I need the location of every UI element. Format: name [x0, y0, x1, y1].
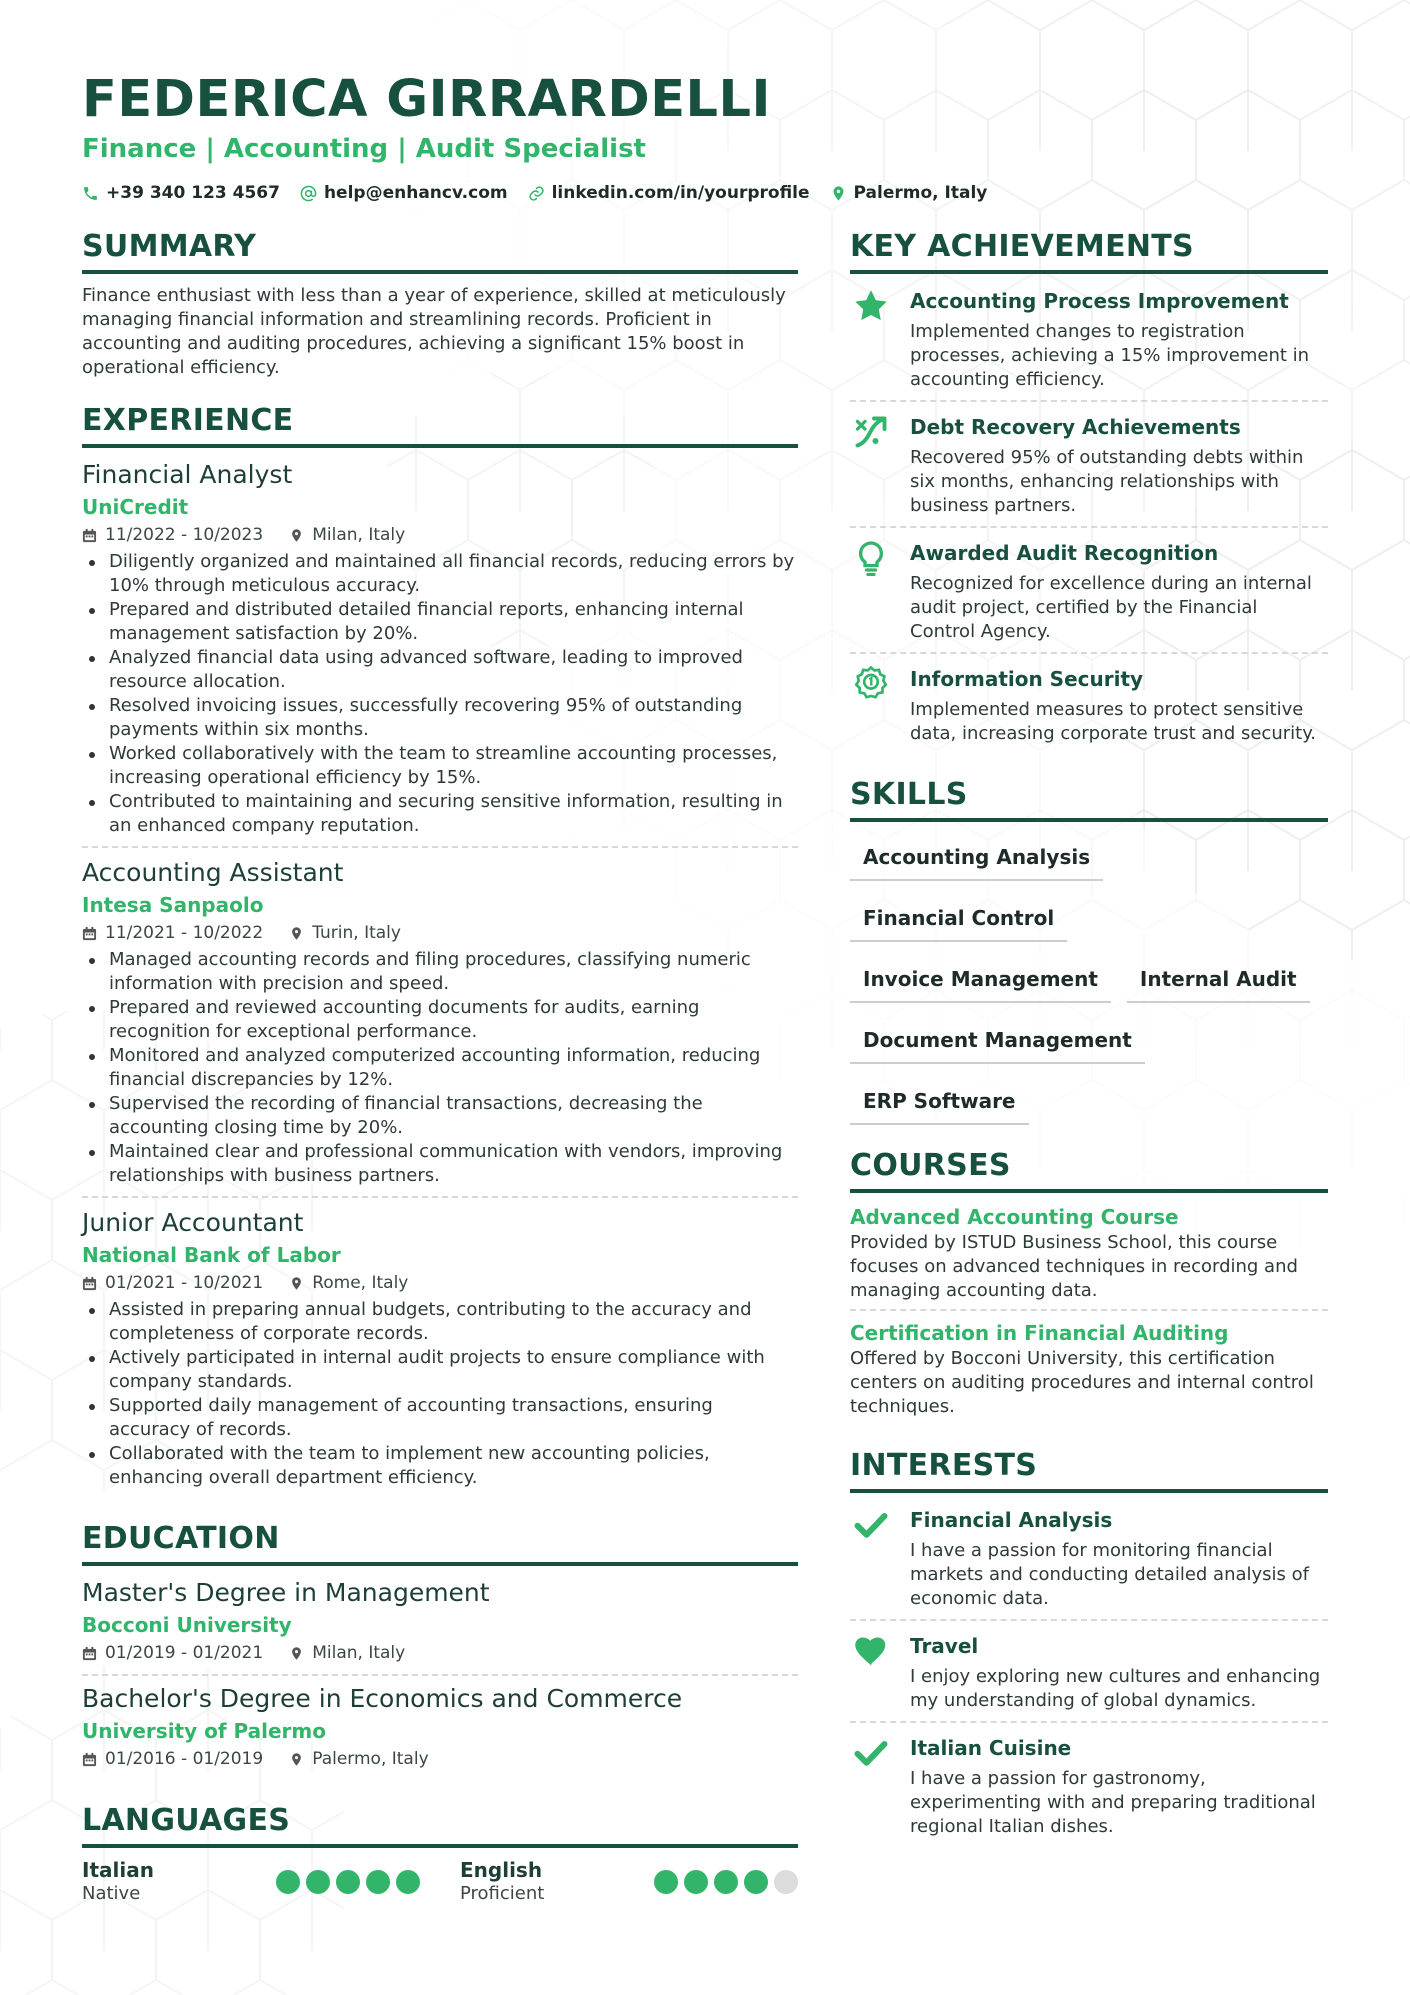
- link-icon: [528, 185, 545, 202]
- candidate-title: Finance | Accounting | Audit Specialist: [82, 134, 646, 164]
- contact-location: [830, 183, 988, 203]
- job-dates: [82, 522, 263, 548]
- map-pin-icon: [830, 185, 847, 202]
- job-location: [289, 920, 401, 946]
- language-name: English: [460, 1858, 543, 1882]
- skill-tag: ERP Software: [850, 1080, 1029, 1125]
- interests-heading: INTERESTS: [850, 1447, 1328, 1493]
- bullet-item: Prepared and distributed detailed financial reports, enhancing internal management satisfaction by 20%.: [82, 598, 798, 646]
- calendar-icon: [82, 528, 97, 543]
- checkmark-icon: [853, 1735, 889, 1771]
- achievement-item: [850, 284, 1328, 400]
- courses-section: [850, 1147, 1328, 1425]
- bullet-item: Maintained clear and professional communication with vendors, improving relationships with business partners.: [82, 1140, 798, 1188]
- job-dates: [82, 920, 263, 946]
- achievement-desc: Recognized for excellence during an internal audit project, certified by the Financial Control Agency.: [910, 573, 1312, 642]
- company-name: UniCredit: [82, 495, 189, 519]
- language-rating: [654, 1870, 798, 1894]
- school-name: University of Palermo: [82, 1719, 327, 1743]
- job-location-text: Turin, Italy: [312, 923, 401, 943]
- interest-title: Financial Analysis: [910, 1508, 1113, 1532]
- achievement-item: [850, 526, 1328, 652]
- company-name: Intesa Sanpaolo: [82, 893, 264, 917]
- education-meta: [82, 1640, 798, 1666]
- courses-heading: COURSES: [850, 1147, 1328, 1193]
- map-pin-icon: [289, 1276, 304, 1291]
- languages-heading: LANGUAGES: [82, 1802, 798, 1848]
- bullet-item: Supervised the recording of financial transactions, decreasing the accounting closing time by 20%.: [82, 1092, 798, 1140]
- skills-section: [850, 776, 1328, 1125]
- contact-bar: [82, 183, 987, 203]
- bullet-item: Prepared and reviewed accounting documents for audits, earning recognition for exceptional performance.: [82, 996, 798, 1044]
- experience-heading: EXPERIENCE: [82, 402, 798, 448]
- language-entry: [460, 1858, 798, 1906]
- job-meta: [82, 920, 798, 946]
- interest-item: [850, 1619, 1328, 1721]
- language-level: Proficient: [460, 1883, 545, 1904]
- phone-icon: [82, 185, 99, 202]
- bullet-item: Contributed to maintaining and securing sensitive information, resulting in an enhanced company reputation.: [82, 790, 798, 838]
- achievement-title: Information Security: [910, 667, 1144, 691]
- skills-heading: SKILLS: [850, 776, 1328, 822]
- achievement-title: Debt Recovery Achievements: [910, 415, 1241, 439]
- job-entry: [82, 846, 798, 1196]
- rating-dot-filled: [396, 1870, 420, 1894]
- achievement-desc: Implemented changes to registration processes, achieving a 15% improvement in accounting efficiency.: [910, 321, 1310, 390]
- bullet-item: Monitored and analyzed computerized accounting information, reducing financial discrepancies by 12%.: [82, 1044, 798, 1092]
- bullet-item: Actively participated in internal audit projects to ensure compliance with company standards.: [82, 1346, 798, 1394]
- course-item: [850, 1203, 1328, 1309]
- job-bullets: [82, 1298, 798, 1490]
- left-column: [82, 228, 798, 1928]
- rating-dot-filled: [744, 1870, 768, 1894]
- job-entry: [82, 458, 798, 846]
- bullet-item: Supported daily management of accounting transactions, ensuring accuracy of records.: [82, 1394, 798, 1442]
- bullet-item: Managed accounting records and filing procedures, classifying numeric information with precision and speed.: [82, 948, 798, 996]
- interest-item: [850, 1503, 1328, 1619]
- star-icon: [853, 288, 889, 324]
- interest-item: [850, 1721, 1328, 1847]
- rating-dot-filled: [684, 1870, 708, 1894]
- skill-tag: Accounting Analysis: [850, 836, 1103, 881]
- education-meta: [82, 1746, 798, 1772]
- interest-desc: I enjoy exploring new cultures and enhancing my understanding of global dynamics.: [910, 1666, 1321, 1711]
- bullet-item: Analyzed financial data using advanced software, leading to improved resource allocation.: [82, 646, 798, 694]
- degree-title: Bachelor's Degree in Economics and Commerce: [82, 1684, 683, 1713]
- rating-dot-filled: [276, 1870, 300, 1894]
- job-location: [289, 1270, 408, 1296]
- email-text: help@enhancv.com: [323, 183, 508, 203]
- summary-heading: SUMMARY: [82, 228, 798, 274]
- job-entry: [82, 1196, 798, 1498]
- calendar-icon: [82, 1752, 97, 1767]
- map-pin-icon: [289, 1646, 304, 1661]
- linkedin-text: linkedin.com/in/yourprofile: [551, 183, 810, 203]
- education-dates-text: 01/2016 - 01/2019: [105, 1749, 264, 1769]
- education-location-text: Milan, Italy: [312, 1643, 406, 1663]
- course-title: Advanced Accounting Course: [850, 1205, 1179, 1229]
- languages-list: [82, 1858, 798, 1906]
- company-name: National Bank of Labor: [82, 1243, 341, 1267]
- job-dates-text: 11/2022 - 10/2023: [105, 525, 264, 545]
- achievement-desc: Recovered 95% of outstanding debts within six months, enhancing relationships with business partners.: [910, 447, 1304, 516]
- bullet-item: Collaborated with the team to implement new accounting policies, enhancing overall department efficiency.: [82, 1442, 798, 1490]
- rating-dot-filled: [366, 1870, 390, 1894]
- map-pin-icon: [289, 1752, 304, 1767]
- phone-text: +39 340 123 4567: [106, 183, 280, 203]
- interest-title: Travel: [910, 1634, 979, 1658]
- at-sign-icon: [300, 185, 317, 202]
- summary-text: Finance enthusiast with less than a year of experience, skilled at meticulously managing financial information and streamlining records. Proficient in accounting and auditing procedures, achieving a significant 15% boost in operational efficiency.: [82, 285, 786, 378]
- rating-dot-empty: [774, 1870, 798, 1894]
- job-dates: [82, 1270, 263, 1296]
- bullet-item: Assisted in preparing annual budgets, contributing to the accuracy and completeness of corporate records.: [82, 1298, 798, 1346]
- summary-section: [82, 228, 798, 380]
- job-meta: [82, 522, 798, 548]
- rating-dot-filled: [306, 1870, 330, 1894]
- skill-tag: Internal Audit: [1127, 958, 1310, 1003]
- rating-dot-filled: [336, 1870, 360, 1894]
- language-name: Italian: [82, 1858, 154, 1882]
- language-level: Native: [82, 1883, 141, 1904]
- course-desc: Provided by ISTUD Business School, this course focuses on advanced techniques in recording and managing accounting data.: [850, 1232, 1298, 1301]
- rating-dot-filled: [654, 1870, 678, 1894]
- interest-title: Italian Cuisine: [910, 1736, 1072, 1760]
- education-location: [289, 1746, 428, 1772]
- skill-tag: Document Management: [850, 1019, 1145, 1064]
- job-meta: [82, 1270, 798, 1296]
- education-entry: [82, 1674, 798, 1780]
- lightbulb-icon: [853, 540, 889, 576]
- education-heading: EDUCATION: [82, 1520, 798, 1566]
- contact-linkedin[interactable]: [528, 183, 810, 203]
- contact-email[interactable]: [300, 183, 508, 203]
- interest-desc: I have a passion for gastronomy, experimenting with and preparing traditional regional Italian dishes.: [910, 1768, 1316, 1837]
- achievement-title: Accounting Process Improvement: [910, 289, 1289, 313]
- interest-desc: I have a passion for monitoring financial markets and conducting detailed analysis of economic data.: [910, 1540, 1309, 1609]
- job-dates-text: 11/2021 - 10/2022: [105, 923, 264, 943]
- skills-list: [850, 832, 1328, 1125]
- education-entry: [82, 1576, 798, 1674]
- candidate-name: FEDERICA GIRRARDELLI: [82, 70, 772, 129]
- job-bullets: [82, 550, 798, 838]
- achievement-item: [850, 400, 1328, 526]
- right-column: [850, 228, 1328, 1869]
- languages-section: [82, 1802, 798, 1906]
- achievement-desc: Implemented measures to protect sensitive data, increasing corporate trust and security.: [910, 699, 1317, 744]
- achievements-section: [850, 228, 1328, 754]
- interests-section: [850, 1447, 1328, 1847]
- school-name: Bocconi University: [82, 1613, 292, 1637]
- course-title: Certification in Financial Auditing: [850, 1321, 1229, 1345]
- achievement-title: Awarded Audit Recognition: [910, 541, 1219, 565]
- job-location-text: Rome, Italy: [312, 1273, 409, 1293]
- map-pin-icon: [289, 926, 304, 941]
- education-dates: [82, 1746, 263, 1772]
- bullet-item: Diligently organized and maintained all financial records, reducing errors by 10% through meticulous accuracy.: [82, 550, 798, 598]
- heart-icon: [853, 1633, 889, 1669]
- education-section: [82, 1520, 798, 1780]
- job-title: Financial Analyst: [82, 460, 293, 489]
- calendar-icon: [82, 1276, 97, 1291]
- education-location: [289, 1640, 405, 1666]
- award-badge-icon: [853, 666, 889, 702]
- course-item: [850, 1309, 1328, 1425]
- degree-title: Master's Degree in Management: [82, 1578, 490, 1607]
- education-location-text: Palermo, Italy: [312, 1749, 429, 1769]
- course-desc: Offered by Bocconi University, this certification centers on auditing procedures and internal control techniques.: [850, 1348, 1314, 1417]
- rating-dot-filled: [714, 1870, 738, 1894]
- bullet-item: Worked collaboratively with the team to streamline accounting processes, increasing operational efficiency by 15%.: [82, 742, 798, 790]
- job-title: Accounting Assistant: [82, 858, 344, 887]
- location-text: Palermo, Italy: [853, 183, 988, 203]
- experience-section: [82, 402, 798, 1498]
- contact-phone[interactable]: [82, 183, 280, 203]
- language-rating: [276, 1870, 420, 1894]
- job-title: Junior Accountant: [82, 1208, 304, 1237]
- language-entry: [82, 1858, 420, 1906]
- job-location-text: Milan, Italy: [312, 525, 406, 545]
- checkmark-icon: [853, 1507, 889, 1543]
- job-bullets: [82, 948, 798, 1188]
- achievements-heading: KEY ACHIEVEMENTS: [850, 228, 1328, 274]
- skill-tag: Invoice Management: [850, 958, 1111, 1003]
- education-dates-text: 01/2019 - 01/2021: [105, 1643, 264, 1663]
- job-location: [289, 522, 405, 548]
- calendar-icon: [82, 1646, 97, 1661]
- education-dates: [82, 1640, 263, 1666]
- map-pin-icon: [289, 528, 304, 543]
- trend-arrow-icon: [853, 414, 889, 450]
- skill-tag: Financial Control: [850, 897, 1067, 942]
- achievement-item: [850, 652, 1328, 754]
- calendar-icon: [82, 926, 97, 941]
- bullet-item: Resolved invoicing issues, successfully recovering 95% of outstanding payments within six months.: [82, 694, 798, 742]
- job-dates-text: 01/2021 - 10/2021: [105, 1273, 264, 1293]
